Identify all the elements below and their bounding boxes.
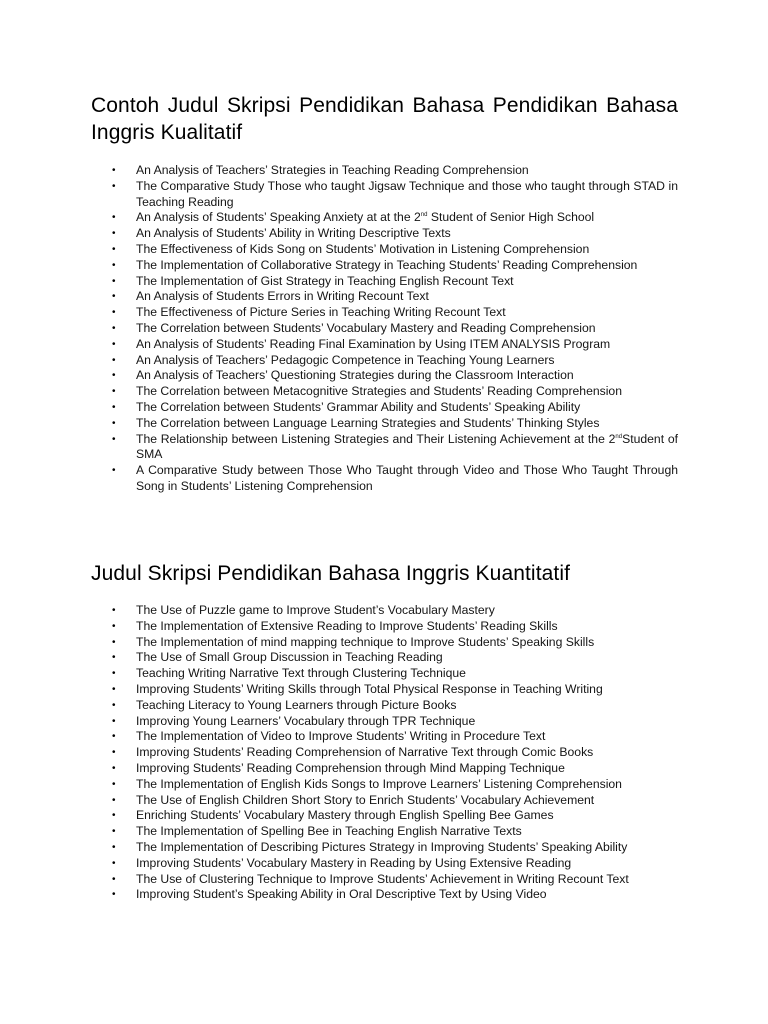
bullet-icon: • bbox=[112, 747, 116, 759]
list-item bbox=[112, 666, 678, 682]
bullet-icon: • bbox=[112, 699, 116, 711]
list-item bbox=[112, 619, 678, 635]
bullet-icon: • bbox=[112, 386, 116, 398]
bullet-icon: • bbox=[112, 322, 116, 334]
bullet-icon: • bbox=[112, 354, 116, 366]
bullet-icon: • bbox=[112, 762, 116, 774]
section-heading-quantitative: Judul Skripsi Pendidikan Bahasa Inggris Kuantitatif bbox=[91, 562, 571, 585]
list-item bbox=[112, 210, 678, 226]
list-item bbox=[112, 824, 678, 840]
bullet-icon: • bbox=[112, 165, 116, 176]
bullet-icon: • bbox=[112, 465, 116, 477]
list-item bbox=[112, 714, 678, 730]
bullet-icon: • bbox=[112, 180, 116, 192]
list-item-text: The Use of Puzzle game to Improve Student’s Vocabulary Mastery bbox=[136, 603, 495, 617]
list-item-text: The Use of Clustering Technique to Improve Students’ Achievement in Writing Recount Text bbox=[136, 871, 629, 886]
list-item bbox=[112, 887, 678, 903]
list-item-text: Teaching Literacy to Young Learners through Picture Books bbox=[136, 697, 457, 712]
list-item-text: Improving Students’ Vocabulary Mastery in Reading by Using Extensive Reading bbox=[136, 855, 572, 870]
list-item-text: The Implementation of Extensive Reading to Improve Students’ Reading Skills bbox=[136, 618, 558, 633]
bullet-icon: • bbox=[112, 228, 116, 240]
title-list-qualitative bbox=[112, 163, 678, 495]
bullet-icon: • bbox=[112, 417, 116, 429]
bullet-icon: • bbox=[112, 857, 116, 869]
list-item bbox=[112, 321, 678, 337]
list-item-text: The Effectiveness of Kids Song on Students’ Motivation in Listening Comprehension bbox=[136, 241, 590, 256]
list-item-text: Improving Students’ Reading Comprehension of Narrative Text through Comic Books bbox=[136, 745, 594, 760]
bullet-icon: • bbox=[112, 731, 116, 743]
list-item bbox=[112, 368, 678, 384]
bullet-icon: • bbox=[112, 605, 116, 616]
list-item-text: Improving Students’ Writing Skills through Total Physical Response in Teaching Writing bbox=[136, 681, 603, 696]
list-item-text: An Analysis of Teachers’ Questioning Strategies during the Classroom Interaction bbox=[136, 368, 574, 383]
list-item-text: The Implementation of Collaborative Strategy in Teaching Students’ Reading Comprehension bbox=[136, 257, 638, 272]
list-item-text: An Analysis of Students’ Reading Final Examination by Using ITEM ANALYSIS Program bbox=[136, 336, 611, 351]
list-item-text: Teaching Writing Narrative Text through Clustering Technique bbox=[136, 666, 466, 681]
bullet-icon: • bbox=[112, 668, 116, 680]
list-item bbox=[112, 793, 678, 809]
list-item bbox=[112, 745, 678, 761]
bullet-icon: • bbox=[112, 715, 116, 727]
list-item bbox=[112, 729, 678, 745]
list-item bbox=[112, 463, 678, 495]
list-item bbox=[112, 305, 678, 321]
bullet-icon: • bbox=[112, 291, 116, 303]
list-item-text: The Correlation between Students’ Grammar Ability and Students’ Speaking Ability bbox=[136, 399, 581, 414]
list-item bbox=[112, 416, 678, 432]
list-item-text: The Effectiveness of Picture Series in Teaching Writing Recount Text bbox=[136, 305, 506, 320]
list-item-text: The Implementation of Video to Improve Students’ Writing in Procedure Text bbox=[136, 729, 546, 744]
bullet-icon: • bbox=[112, 778, 116, 790]
bullet-icon: • bbox=[112, 810, 116, 822]
list-item-text: The Implementation of mind mapping technique to Improve Students’ Speaking Skills bbox=[136, 634, 595, 649]
list-item bbox=[112, 603, 678, 619]
list-item bbox=[112, 650, 678, 666]
list-item-text: The Use of English Children Short Story to Enrich Students’ Vocabulary Achievement bbox=[136, 792, 595, 807]
bullet-icon: • bbox=[112, 841, 116, 853]
list-item bbox=[112, 179, 678, 211]
bullet-icon: • bbox=[112, 826, 116, 838]
list-item-text: The Correlation between Metacognitive Strategies and Students’ Reading Comprehension bbox=[136, 384, 622, 399]
list-item-text: An Analysis of Students Errors in Writing Recount Text bbox=[136, 289, 429, 304]
list-item bbox=[112, 258, 678, 274]
list-item-text: Improving Student’s Speaking Ability in Oral Descriptive Text by Using Video bbox=[136, 887, 547, 902]
list-item-text: The Use of Small Group Discussion in Teaching Reading bbox=[136, 650, 443, 665]
list-item-text: The Implementation of Gist Strategy in Teaching English Recount Text bbox=[136, 273, 514, 288]
bullet-icon: • bbox=[112, 212, 116, 224]
list-item-text: A Comparative Study between Those Who Taught through Video and Those Who Taught Through Song in Students’ Listening Comprehension bbox=[136, 463, 678, 493]
list-item-text: An Analysis of Teachers’ Pedagogic Competence in Teaching Young Learners bbox=[136, 352, 555, 367]
bullet-icon: • bbox=[112, 889, 116, 901]
list-item bbox=[112, 872, 678, 888]
bullet-icon: • bbox=[112, 275, 116, 287]
list-item-text: The Correlation between Language Learning Strategies and Students’ Thinking Styles bbox=[136, 415, 600, 430]
list-item-text: An Analysis of Students’ Speaking Anxiety at at the 2nd Student of Senior High School bbox=[136, 210, 595, 225]
bullet-icon: • bbox=[112, 243, 116, 255]
list-item bbox=[112, 337, 678, 353]
list-item bbox=[112, 432, 678, 464]
bullet-icon: • bbox=[112, 401, 116, 413]
list-item-text: The Comparative Study Those who taught Jigsaw Technique and those who taught through STAD in Teaching Reading bbox=[136, 178, 678, 209]
bullet-icon: • bbox=[112, 652, 116, 664]
list-item-text: An Analysis of Students’ Ability in Writing Descriptive Texts bbox=[136, 226, 451, 241]
bullet-icon: • bbox=[112, 620, 116, 632]
list-item-text: Enriching Students’ Vocabulary Mastery through English Spelling Bee Games bbox=[136, 808, 554, 823]
list-item-text: The Relationship between Listening Strategies and Their Listening Achievement at the 2ndStudent of SMA bbox=[136, 431, 678, 462]
list-item-text: Improving Young Learners’ Vocabulary through TPR Technique bbox=[136, 713, 476, 728]
bullet-icon: • bbox=[112, 338, 116, 350]
list-item bbox=[112, 400, 678, 416]
list-item bbox=[112, 274, 678, 290]
section-heading-qualitative: Contoh Judul Skripsi Pendidikan Bahasa Pendidikan Bahasa Inggris Kualitatif bbox=[91, 94, 678, 144]
bullet-icon: • bbox=[112, 433, 116, 445]
title-list-quantitative bbox=[112, 603, 678, 903]
list-item bbox=[112, 698, 678, 714]
list-item bbox=[112, 242, 678, 258]
list-item bbox=[112, 761, 678, 777]
list-item bbox=[112, 289, 678, 305]
list-item bbox=[112, 682, 678, 698]
list-item-text: An Analysis of Teachers’ Strategies in Teaching Reading Comprehension bbox=[136, 163, 529, 177]
list-item-text: The Implementation of Spelling Bee in Teaching English Narrative Texts bbox=[136, 824, 522, 839]
list-item bbox=[112, 163, 678, 179]
bullet-icon: • bbox=[112, 683, 116, 695]
bullet-icon: • bbox=[112, 259, 116, 271]
bullet-icon: • bbox=[112, 370, 116, 382]
list-item bbox=[112, 226, 678, 242]
list-item bbox=[112, 856, 678, 872]
list-item-text: The Correlation between Students’ Vocabulary Mastery and Reading Comprehension bbox=[136, 320, 596, 335]
bullet-icon: • bbox=[112, 307, 116, 319]
list-item bbox=[112, 353, 678, 369]
list-item-text: The Implementation of Describing Pictures Strategy in Improving Students’ Speaking Ability bbox=[136, 839, 628, 854]
list-item-text: Improving Students’ Reading Comprehension through Mind Mapping Technique bbox=[136, 760, 565, 775]
bullet-icon: • bbox=[112, 794, 116, 806]
list-item bbox=[112, 840, 678, 856]
list-item bbox=[112, 777, 678, 793]
list-item bbox=[112, 808, 678, 824]
list-item-text: The Implementation of English Kids Songs to Improve Learners’ Listening Comprehension bbox=[136, 776, 622, 791]
list-item bbox=[112, 384, 678, 400]
list-item bbox=[112, 635, 678, 651]
bullet-icon: • bbox=[112, 873, 116, 885]
bullet-icon: • bbox=[112, 636, 116, 648]
